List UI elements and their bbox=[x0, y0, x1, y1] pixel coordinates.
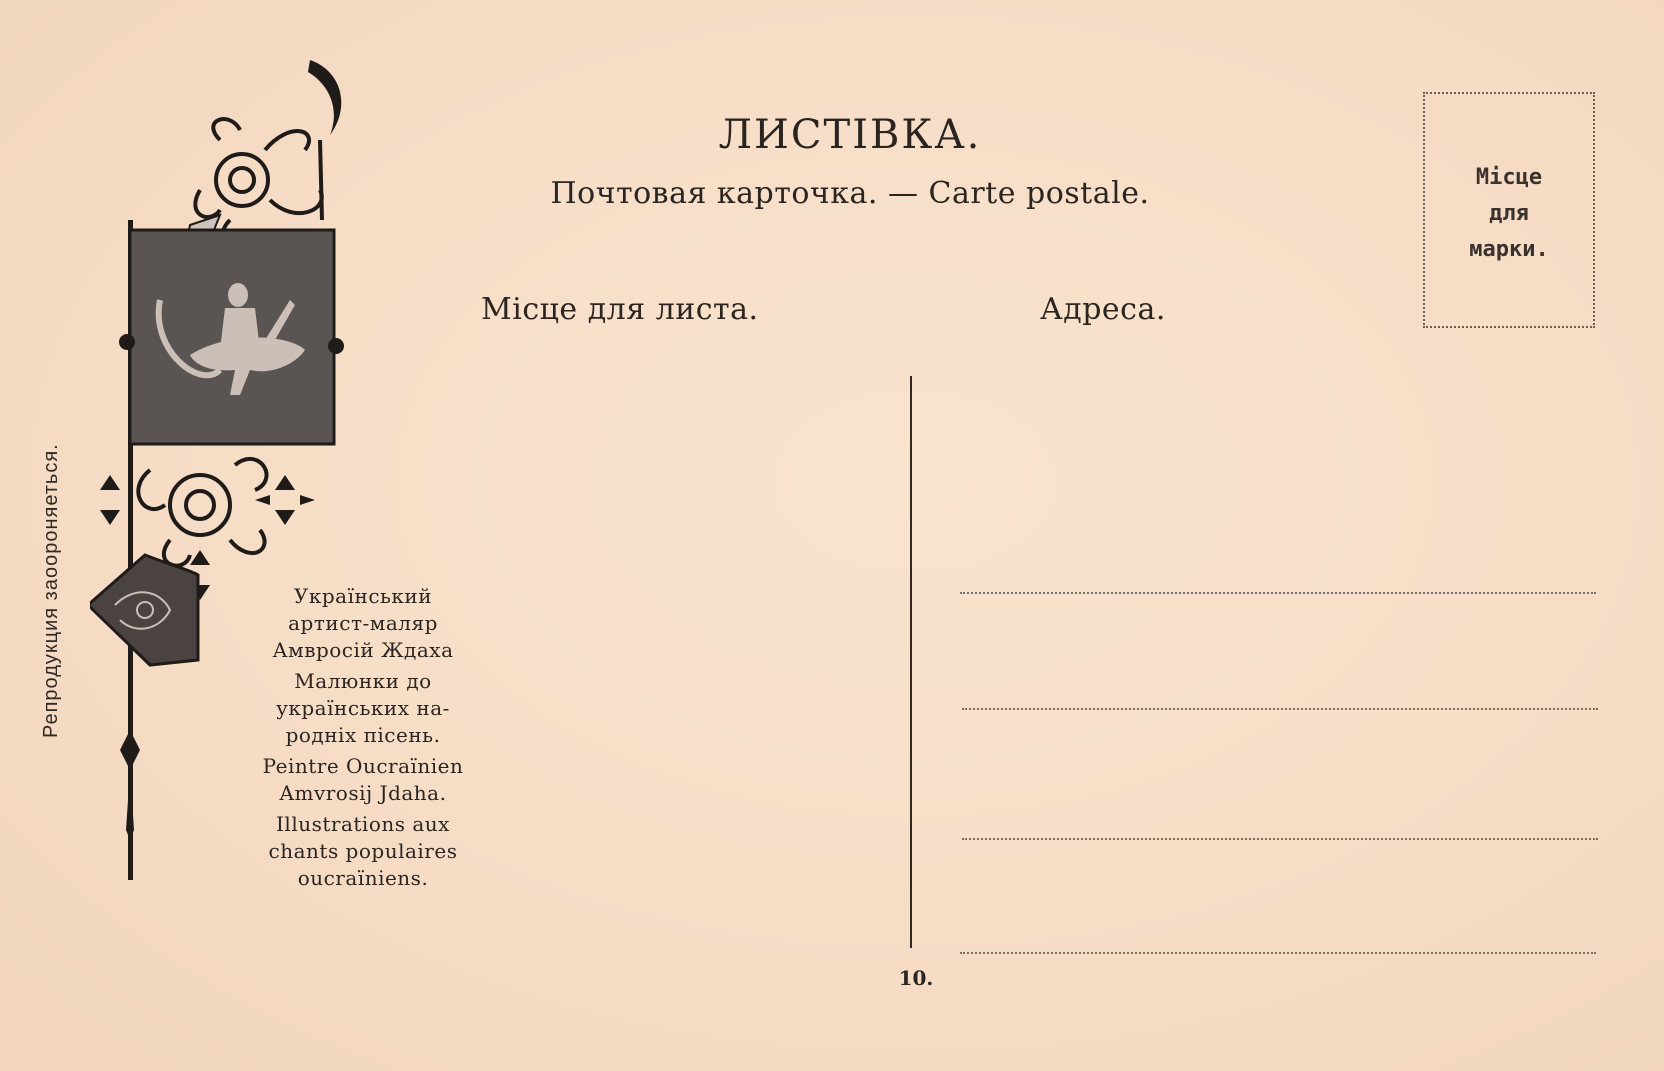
stamp-line: марки. bbox=[1469, 237, 1549, 262]
artist-credit-block bbox=[228, 583, 498, 892]
reproduction-notice: Репродукция заоороняеться. bbox=[40, 443, 62, 738]
message-section-heading: Місце для листа. bbox=[481, 292, 759, 327]
card-number: 10. bbox=[898, 966, 934, 990]
credit-line: Peintre Oucraïnien bbox=[262, 754, 464, 778]
credit-line: chants populaires bbox=[268, 839, 458, 863]
credit-line: Illustrations aux bbox=[276, 812, 450, 836]
credit-line: українських на- bbox=[276, 696, 450, 720]
credit-line: Малюнки до bbox=[294, 669, 432, 693]
address-line bbox=[960, 952, 1596, 954]
card-subtitle: Почтовая карточка. — Carte postale. bbox=[550, 176, 1150, 211]
stamp-line: для bbox=[1489, 201, 1529, 226]
credit-line: Український bbox=[293, 584, 433, 608]
stamp-placeholder-text bbox=[1423, 160, 1595, 268]
card-title: ЛИСТІВКА. bbox=[718, 112, 982, 158]
address-line bbox=[962, 708, 1598, 710]
credit-line: oucraïniens. bbox=[297, 866, 429, 890]
credit-line: артист-маляр bbox=[288, 611, 438, 635]
address-section-heading: Адреса. bbox=[1040, 292, 1166, 327]
credit-line: Амвросій Ждаха bbox=[272, 638, 454, 662]
address-line bbox=[962, 838, 1598, 840]
credit-line: родніх пісень. bbox=[285, 723, 441, 747]
center-divider-line bbox=[910, 376, 912, 948]
credit-line: Amvrosij Jdaha. bbox=[279, 781, 447, 805]
stamp-line: Місце bbox=[1475, 165, 1543, 190]
address-line bbox=[960, 592, 1596, 594]
